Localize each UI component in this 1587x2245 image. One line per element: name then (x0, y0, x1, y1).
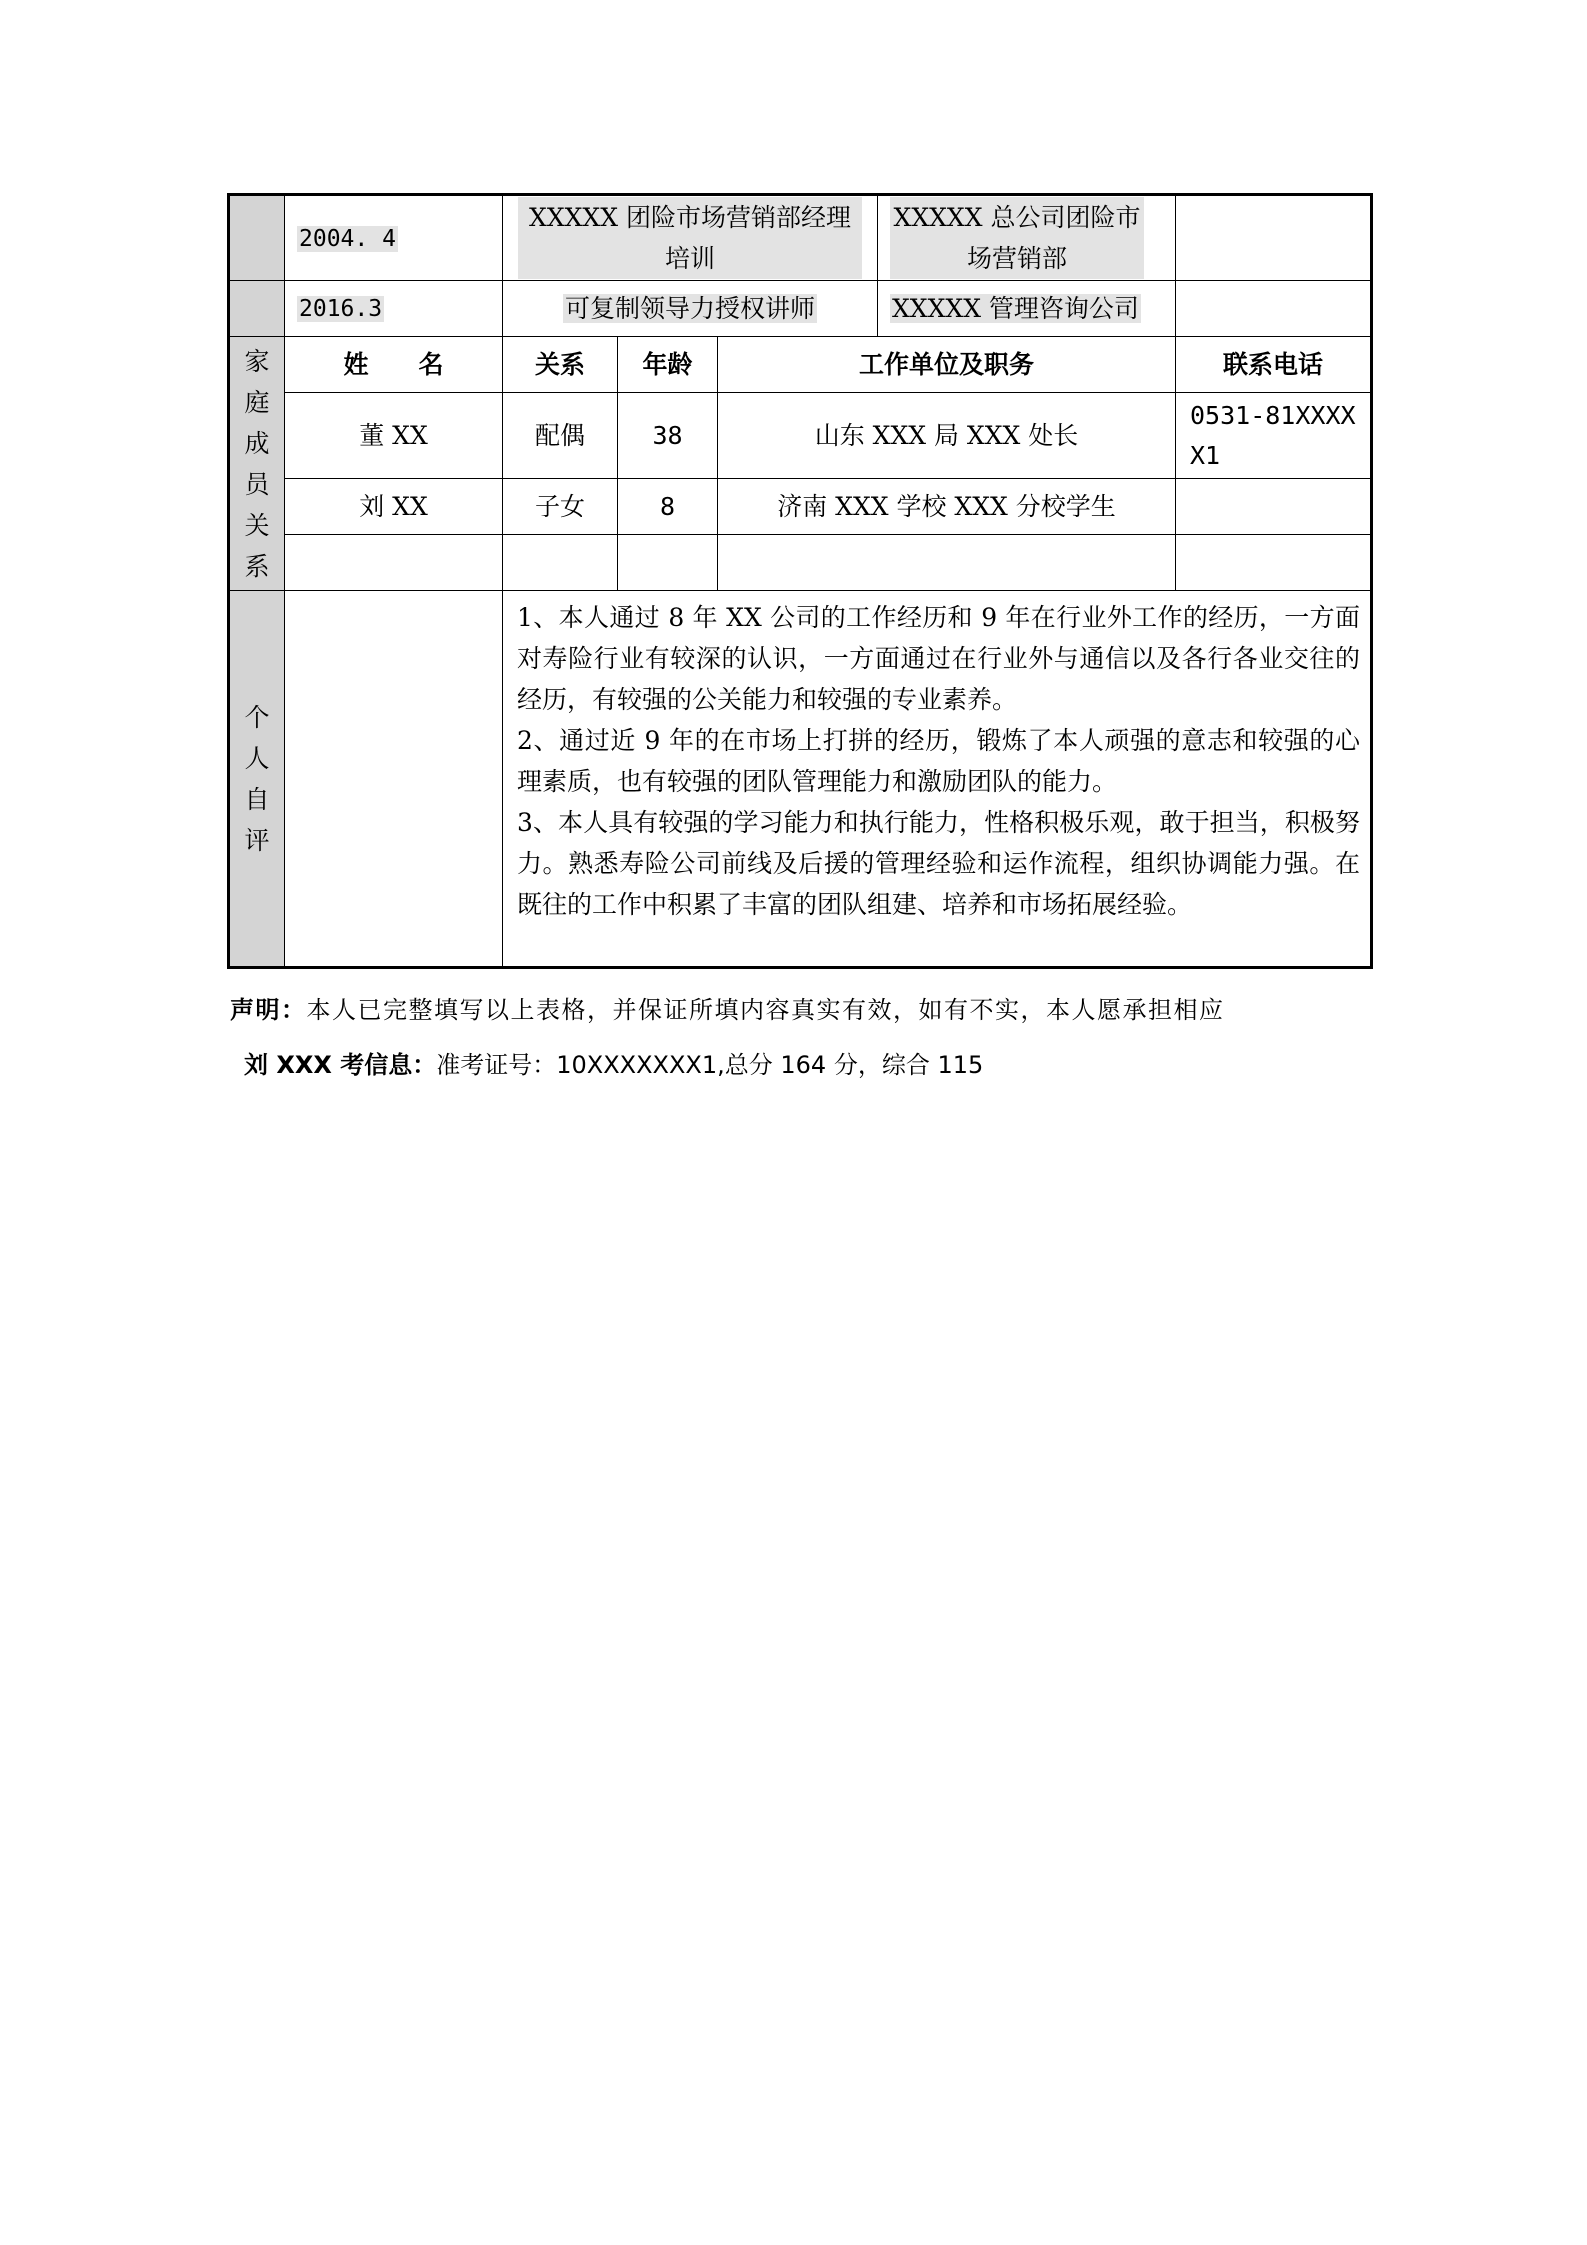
training-date: 2004. 4 (299, 225, 396, 252)
family-header-row (229, 337, 1372, 393)
training-org: XXXXX 总公司团险市场营销部 (890, 197, 1144, 279)
label-char: 人 (244, 743, 270, 773)
training-course: 可复制领导力授权讲师 (564, 294, 815, 323)
member-age: 8 (618, 479, 718, 535)
side-cell (229, 195, 285, 281)
empty-cell (1176, 535, 1372, 591)
header-work: 工作单位及职务 (718, 337, 1176, 393)
empty-cell (618, 535, 718, 591)
self-eval-paragraph: 3、本人具有较强的学习能力和执行能力，性格积极乐观，敢于担当，积极努力。熟悉寿险公司前线及后援的管理经验和运作流程，组织协调能力强。在既往的工作中积累了丰富的团队组建、培养和市场拓展经验。 (517, 808, 1360, 919)
label-char: 员 (244, 469, 270, 499)
label-char: 评 (244, 825, 270, 855)
self-eval-paragraph: 1、本人通过 8 年 XX 公司的工作经历和 9 年在行业外工作的经历，一方面对寿险行业有较深的认识，一方面通过在行业外与通信以及各行各业交往的经历，有较强的公关能力和较强的专业素养。 (517, 603, 1360, 714)
training-extra-cell (1176, 281, 1372, 337)
member-name: 董 XX (285, 393, 503, 479)
member-work: 济南 XXX 学校 XXX 分校学生 (718, 479, 1176, 535)
resume-table (227, 193, 1373, 969)
declaration-text: 本人已完整填写以上表格，并保证所填内容真实有效，如有不实，本人愿承担相应 (306, 996, 1225, 1024)
training-org-cell (878, 281, 1176, 337)
declaration (230, 990, 1225, 1025)
exam-info-text: 准考证号：10XXXXXXX1,总分 164 分，综合 115 (436, 1051, 984, 1079)
training-org-cell (878, 195, 1176, 281)
training-date-cell (285, 195, 503, 281)
training-date-cell (285, 281, 503, 337)
self-eval-section-label (229, 591, 285, 968)
family-member-row (229, 479, 1372, 535)
training-course-cell (503, 195, 878, 281)
exam-info-label: 刘 XXX 考信息： (244, 1051, 437, 1079)
label-char: 关 (244, 510, 270, 540)
training-course-cell (503, 281, 878, 337)
empty-cell (503, 535, 618, 591)
label-char: 家 (244, 346, 270, 376)
member-work: 山东 XXX 局 XXX 处长 (718, 393, 1176, 479)
family-section-label (229, 337, 285, 591)
member-age: 38 (618, 393, 718, 479)
self-eval-text (503, 591, 1372, 968)
training-date: 2016.3 (299, 296, 383, 322)
header-phone: 联系电话 (1176, 337, 1372, 393)
self-eval-blank-cell (285, 591, 503, 968)
family-member-row (229, 393, 1372, 479)
side-cell (229, 281, 285, 337)
training-org: XXXXX 管理咨询公司 (892, 294, 1139, 323)
empty-cell (718, 535, 1176, 591)
header-relation: 关系 (503, 337, 618, 393)
label-char: 自 (244, 784, 270, 814)
member-relation: 配偶 (503, 393, 618, 479)
declaration-label: 声明： (230, 996, 307, 1024)
family-empty-row (229, 535, 1372, 591)
training-course: XXXXX 团险市场营销部经理培训 (518, 197, 862, 279)
member-relation: 子女 (503, 479, 618, 535)
training-row (229, 281, 1372, 337)
empty-cell (285, 535, 503, 591)
member-name: 刘 XX (285, 479, 503, 535)
self-eval-paragraph: 2、通过近 9 年的在市场上打拼的经历，锻炼了本人顽强的意志和较强的心理素质，也有较强的团队管理能力和激励团队的能力。 (517, 726, 1360, 796)
training-row (229, 195, 1372, 281)
header-name: 姓 名 (285, 337, 503, 393)
label-char: 庭 (244, 387, 270, 417)
label-char: 个 (244, 702, 270, 732)
label-char: 系 (244, 551, 270, 581)
member-phone: 0531-81XXXX X1 (1176, 393, 1372, 479)
header-age: 年龄 (618, 337, 718, 393)
member-phone (1176, 479, 1372, 535)
self-eval-row (229, 591, 1372, 968)
training-extra-cell (1176, 195, 1372, 281)
label-char: 成 (244, 428, 270, 458)
exam-info (244, 1045, 983, 1080)
